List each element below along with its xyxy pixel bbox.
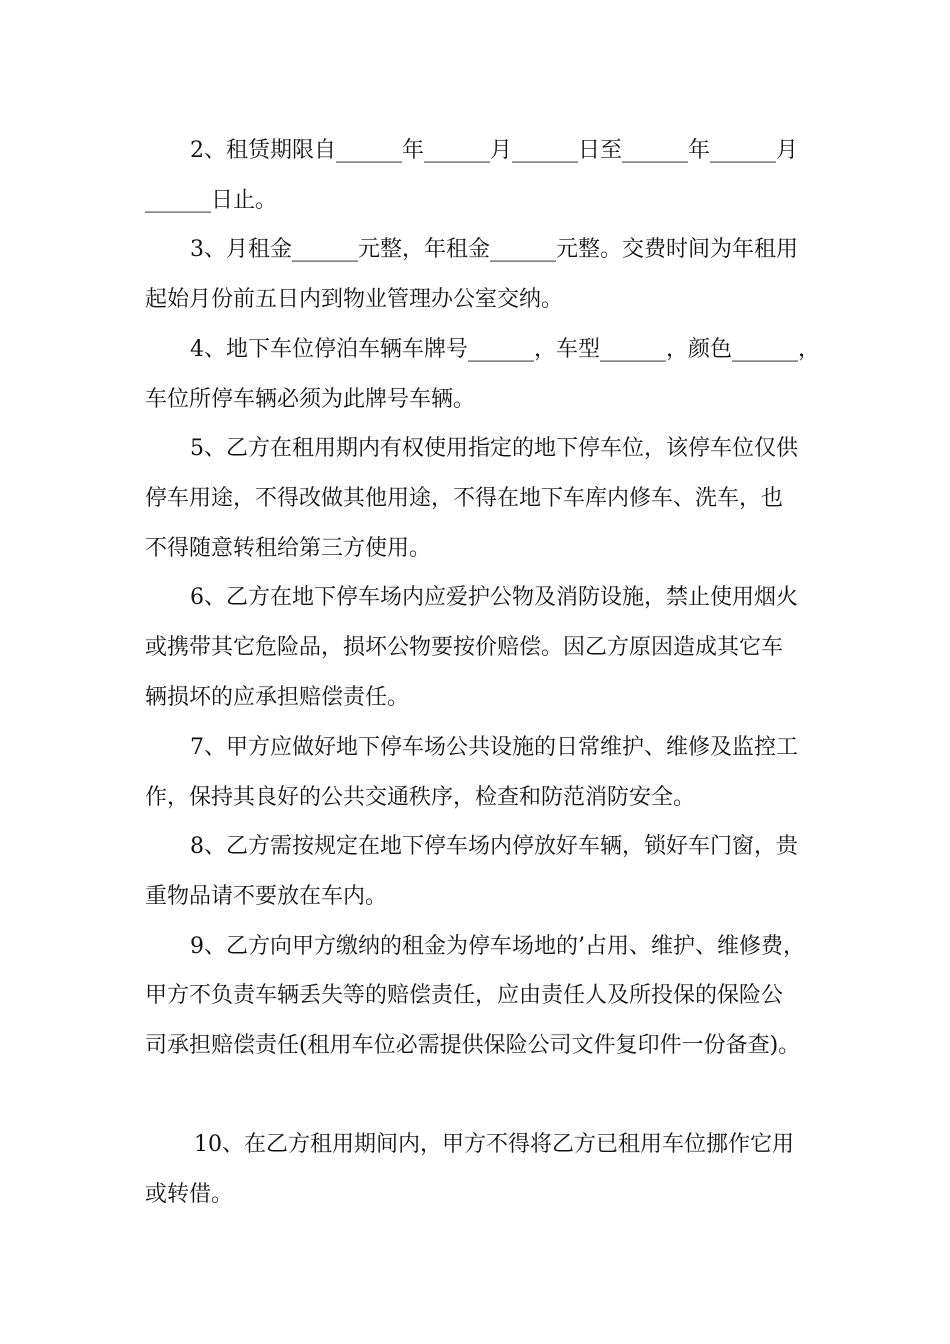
clause-4-line-2: 车位所停车辆必须为此牌号车辆。 [145,387,476,412]
clause-5-line-2: 停车用途，不得改做其他用途，不得在地下车库内修车、洗车，也 [145,486,784,511]
clause-9-line-1: 9、乙方向甲方缴纳的租金为停车场地的’占用、维护、维修费， [190,934,805,959]
clause-7-line-1: 7、甲方应做好地下停车场公共设施的日常维护、维修及监控工 [190,735,798,760]
clause-6-line-2: 或携带其它危险品，损坏公物要按价赔偿。因乙方原因造成其它车 [145,635,784,660]
clause-9-line-3: 司承担赔偿责任(租用车位必需提供保险公司文件复印件一份备查)。 [145,1033,801,1058]
clause-10-line-2: 或转借。 [145,1182,234,1207]
clause-9-line-2: 甲方不负责车辆丢失等的赔偿责任，应由责任人及所投保的保险公 [145,983,784,1008]
clause-2-line-1: 2、租赁期限自______年______月______日至______年______月 [190,138,798,163]
clause-3-line-2: 起始月份前五日内到物业管理办公室交纳。 [145,287,564,312]
clause-5-line-3: 不得随意转租给第三方使用。 [145,536,432,561]
clause-6-line-1: 6、乙方在地下停车场内应爱护公物及消防设施，禁止使用烟火 [190,585,798,610]
clause-8-line-2: 重物品请不要放在车内。 [145,884,388,909]
clause-10-line-1: 10、在乙方租用期间内，甲方不得将乙方已租用车位挪作它用 [194,1132,794,1157]
clause-7-line-2: 作，保持其良好的公共交通秩序，检查和防范消防安全。 [145,785,696,810]
clause-2-line-2: ______日止。 [145,188,278,213]
clause-3-line-1: 3、月租金______元整，年租金______元整。交费时间为年租用 [190,237,798,262]
clause-5-line-1: 5、乙方在租用期内有权使用指定的地下停车位，该停车位仅供 [190,436,798,461]
clause-4-line-1: 4、地下车位停泊车辆车牌号______，车型______，颜色______， [190,337,820,362]
clause-6-line-3: 辆损坏的应承担赔偿责任。 [145,685,410,710]
clause-8-line-1: 8、乙方需按规定在地下停车场内停放好车辆，锁好车门窗，贵 [190,834,798,859]
